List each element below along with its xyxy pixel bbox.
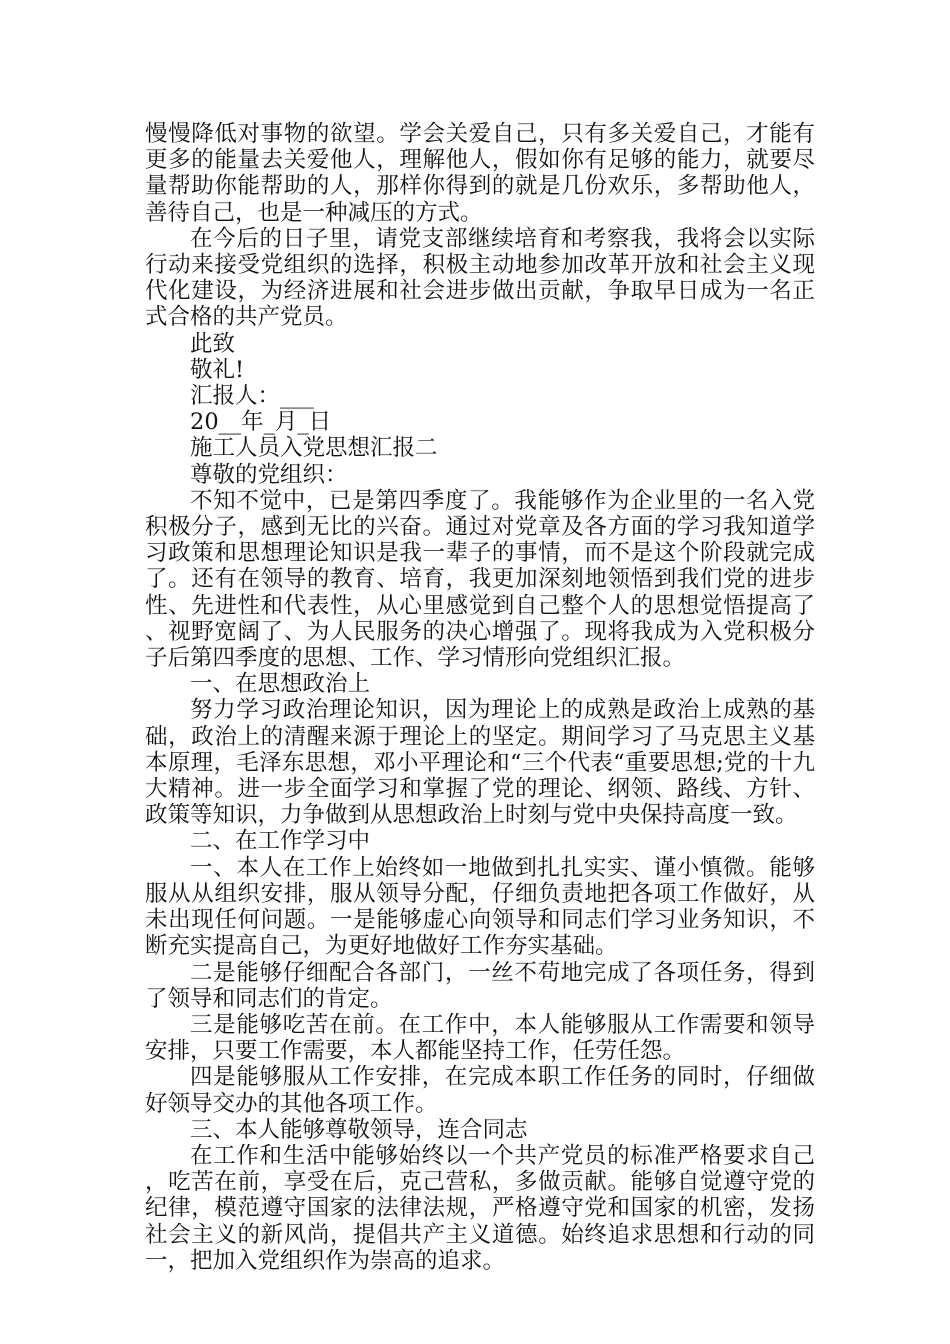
paragraph-political-study: 努力学习政治理论知识，因为理论上的成熟是政治上成熟的基础，政治上的清醒来源于理论上的坚定。期间学习了马克思主义基本原理，毛泽东思想，邓小平理论和“三个代表“重要思想;党的十九大精神。进一步全面学习和掌握了党的理论、纲领、路线、方针、政策等知识，力争做到从思想政治上时刻与党中央保持高度一致。	[145, 697, 815, 829]
closing-salutation: 此致	[190, 330, 236, 357]
closing-respect: 敬礼!	[190, 356, 245, 383]
paragraph-intro-continued: 慢慢降低对事物的欲望。学会关爱自己，只有多关爱自己，才能有更多的能量去关爱他人，理解他人，假如你有足够的能力，就要尽量帮助你能帮助的人，那样你得到的就是几份欢乐，多帮助他人，善待自己，也是一种减压的方式。	[145, 121, 815, 226]
paragraph-fourth-quarter: 不知不觉中，已是第四季度了。我能够作为企业里的一名入党积极分子，感到无比的兴奋。通过对党章及各方面的学习我知道学习政策和思想理论知识是我一辈子的事情，而不是这个阶段就完成了。还有在领导的教育、培育，我更加深刻地领悟到我们党的进步性、先进性和代表性，从心里感觉到自己整个人的思想觉悟提高了、视野宽阔了、为人民服务的决心增强了。现将我成为入党积极分子后第四季度的思想、工作、学习情形向党组织汇报。	[145, 487, 815, 672]
paragraph-assignments: 四是能够服从工作安排，在完成本职工作任务的同时，仔细做好领导交办的其他各项工作。	[145, 1064, 815, 1117]
paragraph-cooperation: 二是能够仔细配合各部门，一丝不苟地完成了各项任务，得到了领导和同志们的肯定。	[145, 959, 815, 1012]
heading-political-thought: 一、在思想政治上	[190, 671, 371, 698]
greeting-line: 尊敬的党组织：	[190, 461, 348, 488]
heading-work-study: 二、在工作学习中	[190, 828, 371, 855]
document-page	[145, 121, 815, 1274]
date-line: 20__年_月_日	[190, 409, 332, 436]
section-title: 施工人员入党思想汇报二	[190, 435, 438, 462]
paragraph-work-conduct: 一、本人在工作上始终如一地做到扎扎实实、谨小慎微。能够服从从组织安排，服从领导分配，仔细负责地把各项工作做好，从未出现任何问题。一是能够虚心向领导和同志们学习业务知识，不断充实提高自己，为更好地做好工作夯实基础。	[145, 854, 815, 960]
paragraph-conduct-standards: 在工作和生活中能够始终以一个共产党员的标准严格要求自己，吃苦在前，享受在后，克己营私，多做贡献。能够自觉遵守党的纪律，模范遵守国家的法律法规，严格遵守党和国家的机密，发扬社会主义的新风尚，提倡共产主义道德。始终追求思想和行动的同一，把加入党组织作为崇高的追求。	[145, 1142, 815, 1274]
reporter-line: 汇报人：___	[190, 383, 314, 410]
paragraph-future-commitment: 在今后的日子里，请党支部继续培育和考察我，我将会以实际行动来接受党组织的选择，积极主动地参加改革开放和社会主义现代化建设，为经济进展和社会进步做出贡献，争取早日成为一名正式合格的共产党员。	[145, 225, 815, 331]
paragraph-hardship: 三是能够吃苦在前。在工作中，本人能够服从工作需要和领导安排，只要工作需要，本人都能坚持工作，任劳任怨。	[145, 1011, 815, 1065]
heading-respect-colleagues: 三、本人能够尊敬领导，连合同志	[190, 1116, 528, 1143]
